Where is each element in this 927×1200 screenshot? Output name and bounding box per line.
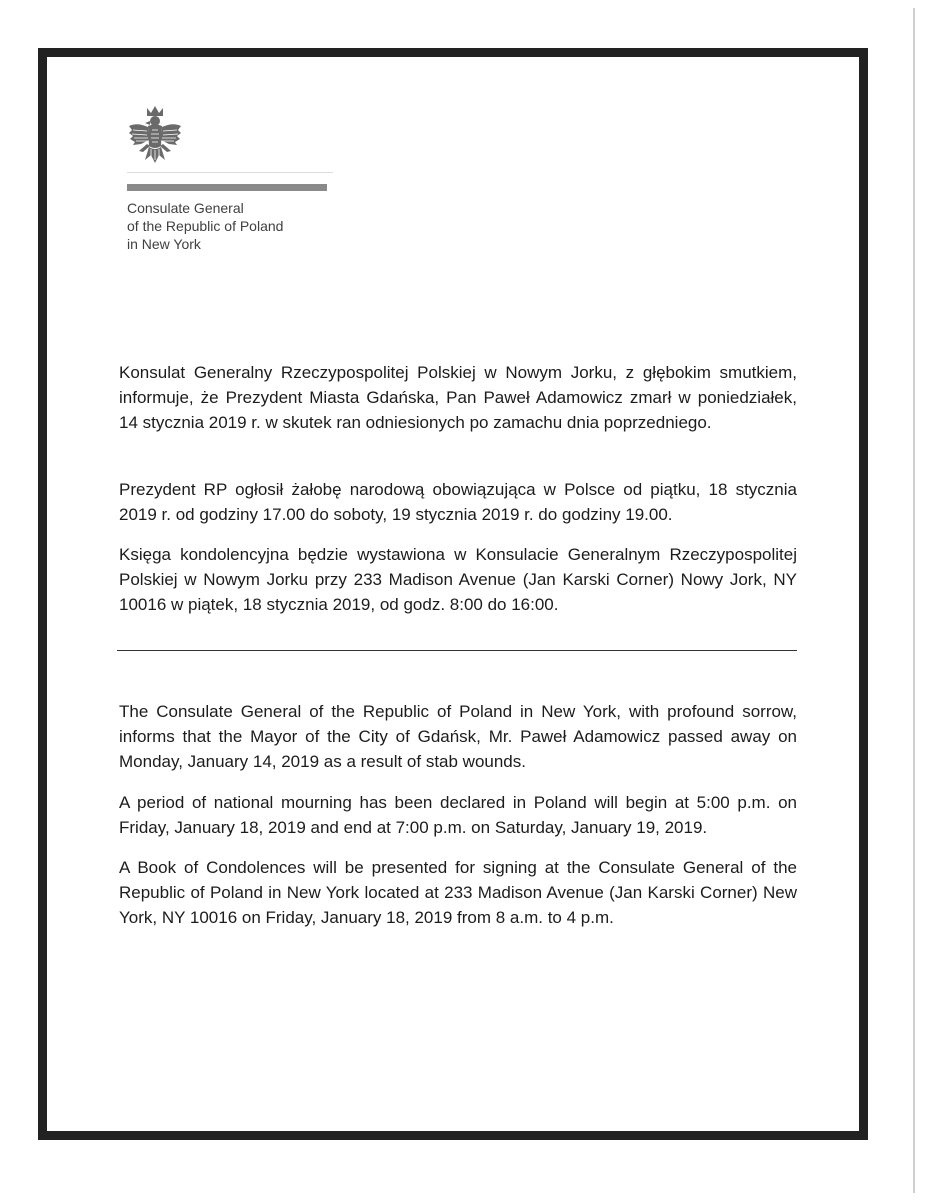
org-line: Consulate General xyxy=(127,200,244,216)
english-paragraph-announcement: The Consulate General of the Republic of Poland in New York, with profound sorrow, informs that the Mayor of the City of Gdańsk, Mr. Paweł Adamowicz passed away on Monday, January 14, 2019 as a result of stab wounds. xyxy=(119,702,797,771)
polish-paragraph-mourning: Prezydent RP ogłosił żałobę narodową obowiązująca w Polsce od piątku, 18 stycznia 2019 r. od godziny 17.00 do soboty, 19 stycznia 2019 r. do godziny 19.00. xyxy=(119,480,797,524)
scan-edge-line xyxy=(913,8,915,1193)
english-paragraph-mourning: A period of national mourning has been declared in Poland will begin at 5:00 p.m. on Friday, January 18, 2019 and end at 7:00 p.m. on Saturday, January 19, 2019. xyxy=(119,793,797,837)
section-divider xyxy=(117,650,797,651)
letterhead-organization xyxy=(127,199,283,253)
letterhead-grey-bar xyxy=(127,184,327,191)
polish-paragraph-condolence-book: Księga kondolencyjna będzie wystawiona w Konsulacie Generalnym Rzeczypospolitej Polskiej w Nowym Jorku przy 233 Madison Avenue (Jan Karski Corner) Nowy Jork, NY 10016 w piątek, 18 stycznia 2019, od godz. 8:00 do 16:00. xyxy=(119,545,797,614)
org-line: in New York xyxy=(127,236,201,252)
mourning-border-frame xyxy=(38,48,868,1140)
letterhead-hairline xyxy=(127,172,333,173)
english-paragraph-condolence-book: A Book of Condolences will be presented for signing at the Consulate General of the Republic of Poland in New York located at 233 Madison Avenue (Jan Karski Corner) New York, NY 10016 on Friday, January 18, 2019 from 8 a.m. to 4 p.m. xyxy=(119,858,797,927)
org-line: of the Republic of Poland xyxy=(127,218,284,234)
polish-eagle-emblem xyxy=(127,104,183,166)
polish-paragraph-announcement: Konsulat Generalny Rzeczypospolitej Polskiej w Nowym Jorku, z głębokim smutkiem, informuje, że Prezydent Miasta Gdańska, Pan Paweł Adamowicz zmarł w poniedziałek, 14 stycznia 2019 r. w skutek ran odniesionych po zamachu dnia poprzedniego. xyxy=(119,363,797,432)
